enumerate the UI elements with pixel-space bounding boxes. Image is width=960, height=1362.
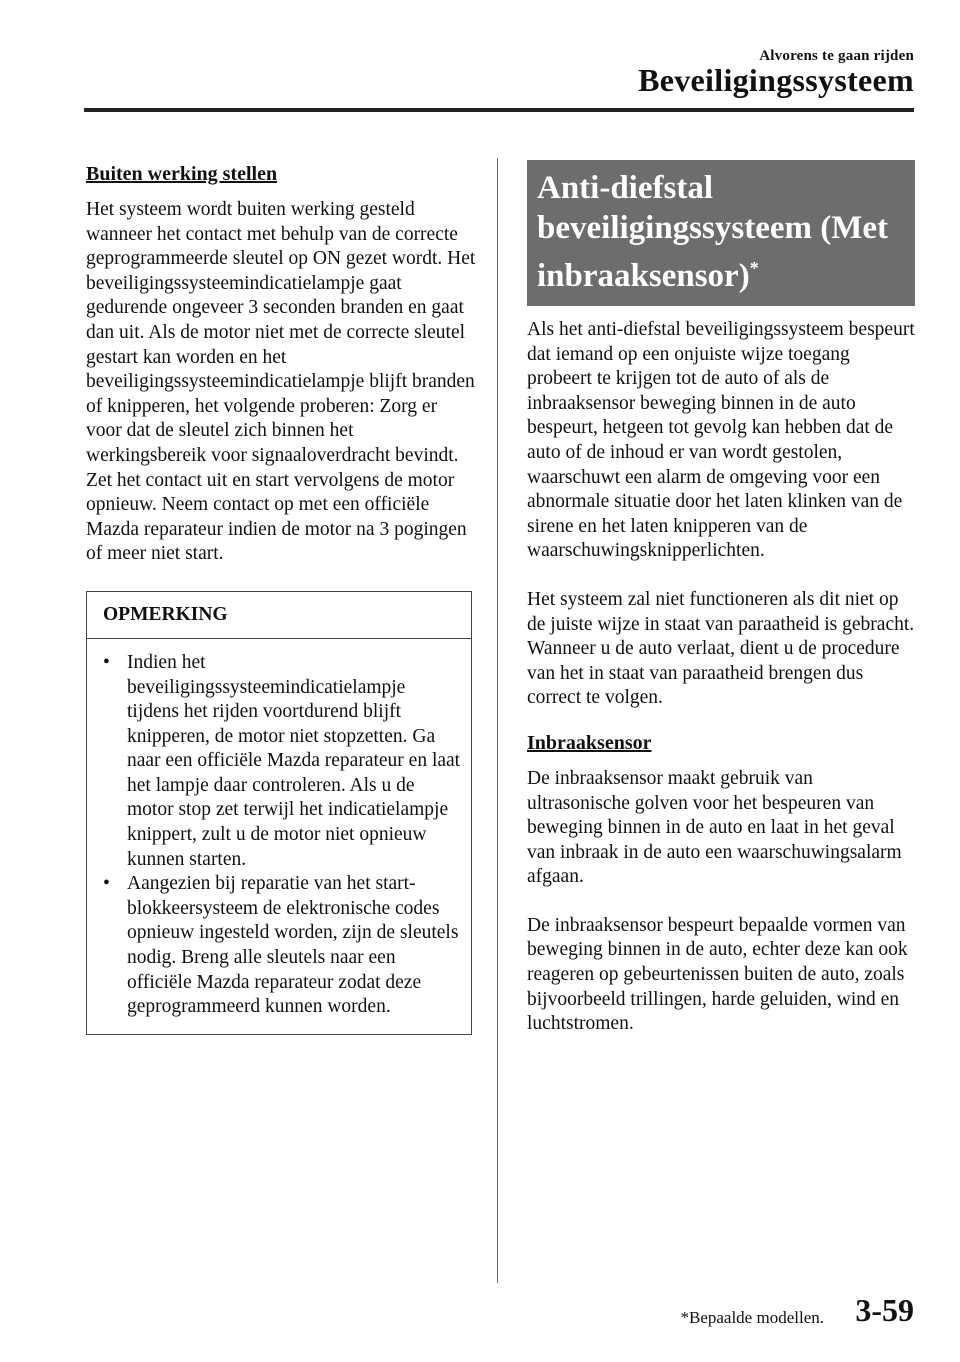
body-paragraph: Als het anti-diefstal beveiligingssysteem bespeurt dat iemand op een onjuiste wijze toegang probeert te krijgen tot de auto of als de inbraaksensor beweging binnen in de auto bespeurt, hetgeen tot gevolg kan hebben dat de auto of de inhoud er van wordt gestolen, waarschuwt een alarm de omgeving voor een abnormale situatie door het laten klinken van de sirene en het laten knipperen van de waarschuwingsknipperlichten. <box>527 319 915 562</box>
column-divider <box>497 158 498 1283</box>
body-paragraph: De inbraaksensor bespeurt bepaalde vormen van beweging binnen in de auto, echter deze kan ook reageren op gebeurtenissen buiten de auto, zoals bijvoorbeeld trillingen, harde geluiden, wind en luchtstromen. <box>527 914 908 1035</box>
note-body <box>87 639 471 1034</box>
header-kicker: Alvorens te gaan rijden <box>759 48 914 64</box>
body-paragraph: Het systeem wordt buiten werking gesteld wanneer het contact met behulp van de correcte geprogrammeerde sleutel op ON gezet wordt. Het beveiligingssysteemindicatielampje gaat gedurende ongeveer 3 seconden branden en gaat dan uit. Als de motor niet met de correcte sleutel gestart kan worden en het beveiligingssysteemindicatielampje blijft branden of knipperen, het volgende proberen: Zorg er voor dat de sleutel zich binnen het werkingsbereik voor signaaloverdracht bevindt. Zet het contact uit en start vervolgens de motor opnieuw. Neem contact op met een officiële Mazda reparateur indien de motor na 3 pogingen of meer niet start. <box>86 199 476 565</box>
section-banner <box>527 160 915 306</box>
note-item-text: Indien het beveiligingssysteemindicatielampje tijdens het rijden voortdurend blijft knipperen, de motor niet stopzetten. Ga naar een officiële Mazda reparateur en laat het lampje daar controleren. Als u de motor stop zet terwijl het indicatielampje knippert, zult u de motor niet opnieuw kunnen starten. <box>127 651 461 870</box>
footer-note: *Bepaalde modellen. <box>680 1308 824 1327</box>
page-title: Beveiligingssysteem <box>638 62 914 98</box>
body-paragraph: De inbraaksensor maakt gebruik van ultrasonische golven voor het bespeuren van beweging binnen in de auto en laat in het geval van inbraak in de auto een waarschuwingsalarm afgaan. <box>527 767 902 888</box>
section-subheading: Inbraaksensor <box>527 731 652 754</box>
section-banner-line2: beveiligingssysteem (Met <box>537 210 888 246</box>
section-subheading: Buiten werking stellen <box>86 163 278 185</box>
section-banner-line1: Anti-diefstal <box>537 170 713 206</box>
page-number: 3-59 <box>855 1292 914 1328</box>
note-item <box>97 872 461 1020</box>
footnote-mark: * <box>749 258 759 278</box>
bullet-icon: • <box>103 651 110 673</box>
left-column <box>86 160 476 1035</box>
body-paragraph: Het systeem zal niet functioneren als dit niet op de juiste wijze in staat van paraatheid is gebracht. Wanneer u de auto verlaat, dient u de procedure van het in staat van paraatheid brengen dus correct te volgen. <box>527 588 915 709</box>
note-title: OPMERKING <box>87 592 471 639</box>
note-item <box>97 651 461 872</box>
note-item-text: Aangezien bij reparatie van het start-blokkeersysteem de elektronische codes opnieuw ingesteld worden, zijn de sleutels nodig. Breng alle sleutels naar een officiële Mazda reparateur zodat deze geprogrammeerd kunnen worden. <box>127 873 459 1018</box>
section-banner-line3 <box>537 248 915 296</box>
note-box <box>86 591 472 1035</box>
right-column <box>527 160 917 1037</box>
header-rule <box>84 108 914 112</box>
section-banner-line3-text: inbraaksensor) <box>537 258 750 294</box>
bullet-icon: • <box>103 873 110 895</box>
